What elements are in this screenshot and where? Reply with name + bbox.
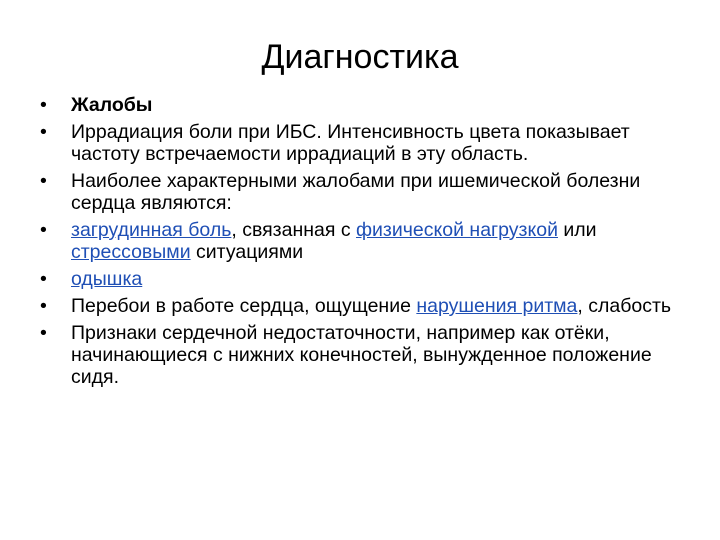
bullet-arrhythmia — [40, 295, 680, 317]
typical-complaints-text: Наиболее характерными жалобами при ишемической болезни сердца являются: — [71, 170, 641, 214]
bullet-dot: • — [40, 322, 47, 344]
chest-pain-link[interactable]: загрудинная боль — [71, 219, 232, 241]
chest-pain-text-1: , связанная с — [231, 219, 356, 241]
bullet-dot: • — [40, 295, 47, 317]
dyspnea-link[interactable]: одышка — [71, 268, 143, 290]
bullet-typical-complaints — [40, 170, 680, 214]
bullet-dot: • — [40, 121, 47, 143]
arrhythmia-link[interactable]: нарушения ритма — [416, 295, 578, 317]
chest-pain-text-3: ситуациями — [190, 241, 304, 263]
stress-link[interactable]: стрессовыми — [71, 241, 191, 263]
slide-title: Диагностика — [261, 37, 459, 76]
bullet-dyspnea — [40, 268, 680, 290]
arrhythmia-text-1: Перебои в работе сердца, ощущение — [71, 295, 417, 317]
bullet-dot: • — [40, 219, 47, 241]
bullet-list — [40, 94, 680, 388]
bullet-irradiation — [40, 121, 680, 165]
irradiation-text: Иррадиация боли при ИБС. Интенсивность цвета показывает частоту встречаемости иррадиаций в эту область. — [71, 121, 630, 165]
bullet-heart-failure — [40, 322, 680, 388]
bullet-dot: • — [40, 94, 47, 116]
physical-load-link[interactable]: физической нагрузкой — [356, 219, 558, 241]
bullet-dot: • — [40, 268, 47, 290]
arrhythmia-text-2: , слабость — [577, 295, 672, 317]
chest-pain-text-2: или — [557, 219, 597, 241]
complaints-heading: Жалобы — [71, 94, 153, 116]
heart-failure-text: Признаки сердечной недостаточности, например как отёки, начинающиеся с нижних конечностей, вынужденное положение сидя. — [71, 322, 652, 388]
bullet-dot: • — [40, 170, 47, 192]
bullet-complaints — [40, 94, 680, 116]
bullet-chest-pain — [40, 219, 680, 263]
